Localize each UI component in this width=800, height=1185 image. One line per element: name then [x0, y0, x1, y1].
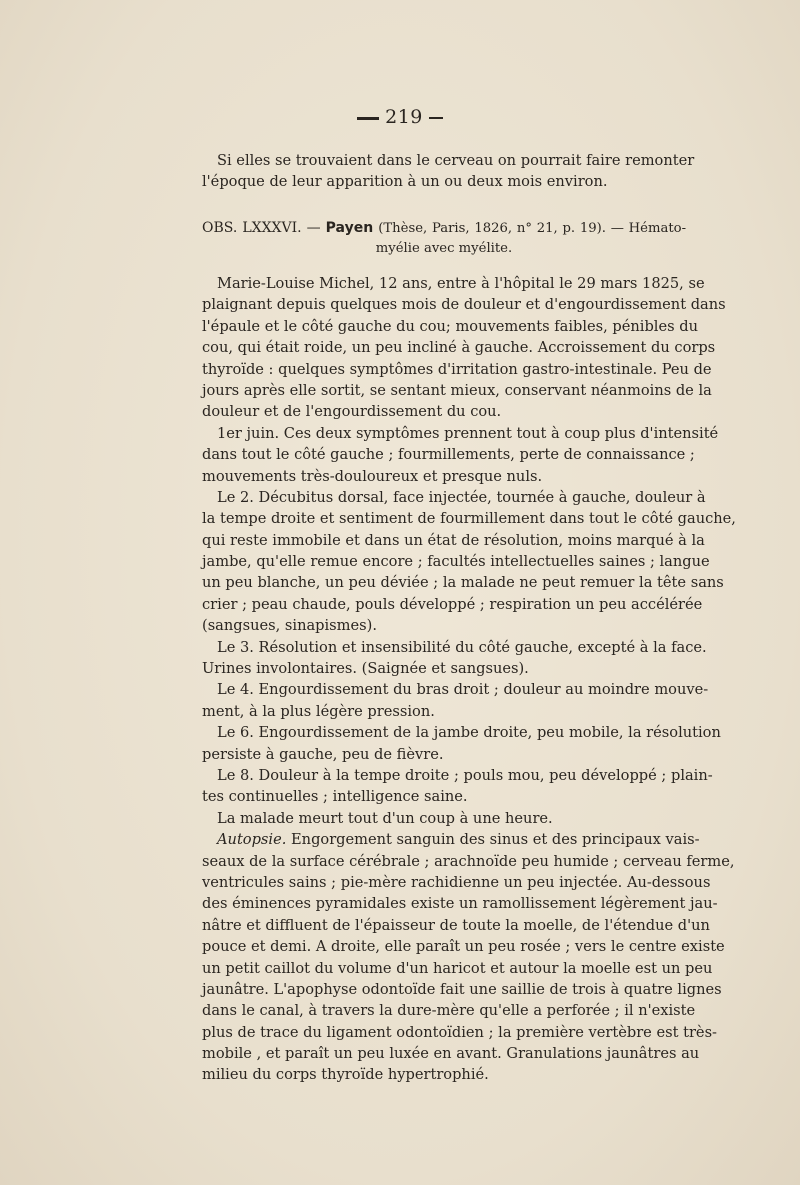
text-line: douleur et de l'engourdissement du cou.: [202, 403, 502, 421]
text-line: jaunâtre. L'apophyse odontoïde fait une saillie de trois à quatre lignes: [202, 980, 722, 998]
text-line: dans le canal, à travers la dure-mère qu'elle a perforée ; il n'existe: [202, 1002, 696, 1020]
text-line: plaignant depuis quelques mois de douleur et d'engourdissement dans: [202, 296, 726, 314]
text-line: Le 2. Décubitus dorsal, face injectée, tournée à gauche, douleur à: [217, 488, 706, 506]
text-line: mouvements très-douloureux et presque nuls.: [202, 467, 543, 485]
text-line: Le 6. Engourdissement de la jambe droite, peu mobile, la résolution: [217, 724, 721, 742]
obs-author: Payen: [325, 220, 374, 236]
text-line: crier ; peau chaude, pouls développé ; respiration un peu accélérée: [202, 595, 703, 613]
text-line: Le 8. Douleur à la tempe droite ; pouls mou, peu développé ; plain-: [217, 766, 713, 784]
page-number: [0, 106, 800, 128]
text-line: 1er juin. Ces deux symptômes prennent tout à coup plus d'intensité: [217, 424, 719, 442]
text-line: des éminences pyramidales existe un ramollissement légèrement jau-: [202, 895, 718, 913]
text-line: la tempe droite et sentiment de fourmillement dans tout le côté gauche,: [202, 510, 736, 528]
text-line: l'époque de leur apparition à un ou deux mois environ.: [202, 173, 608, 191]
text-line: nâtre et diffluent de l'épaisseur de toute la moelle, de l'étendue d'un: [202, 916, 710, 934]
text-line: Urines involontaires. (Saignée et sangsues).: [202, 660, 529, 678]
autopsie-label: Autopsie.: [217, 831, 287, 849]
text-line: cou, qui était roide, un peu incliné à gauche. Accroissement du corps: [202, 339, 716, 357]
folio-dash-left: [357, 117, 379, 120]
text-line: Le 3. Résolution et insensibilité du côté gauche, excepté à la face.: [217, 638, 707, 656]
obs-heading-line: [202, 218, 686, 239]
text-line: thyroïde : quelques symptômes d'irritation gastro-intestinale. Peu de: [202, 360, 712, 378]
text-line: ventricules sains ; pie-mère rachidienne un peu injectée. Au-dessous: [202, 873, 711, 891]
text-line: seaux de la surface cérébrale ; arachnoïde peu humide ; cerveau ferme,: [202, 852, 735, 870]
text-line: l'épaule et le côté gauche du cou; mouvements faibles, pénibles du: [202, 317, 698, 335]
observation-heading: [202, 218, 686, 259]
text-line: pouce et demi. A droite, elle paraît un peu rosée ; vers le centre existe: [202, 938, 725, 956]
obs-reference: (Thèse, Paris, 1826, n° 21, p. 19). — Hémato-: [378, 221, 687, 236]
text-line: un peu blanche, un peu déviée ; la malade ne peut remuer la tête sans: [202, 574, 724, 592]
text-line: dans tout le côté gauche ; fourmillements, perte de connaissance ;: [202, 446, 695, 464]
text-line: mobile , et paraît un peu luxée en avant. Granulations jaunâtres au: [202, 1045, 700, 1063]
page-number-text: 219: [385, 106, 423, 128]
text-line: [202, 829, 700, 850]
case-body: [202, 273, 736, 1086]
text-line: Marie-Louise Michel, 12 ans, entre à l'hôpital le 29 mars 1825, se: [217, 275, 705, 292]
text-line: ment, à la plus légère pression.: [202, 702, 435, 720]
folio-dash-right: [429, 117, 443, 119]
text-line: tes continuelles ; intelligence saine.: [202, 788, 468, 806]
text-line: La malade meurt tout d'un coup à une heure.: [217, 809, 553, 827]
text-line: (sangsues, sinapismes).: [202, 617, 377, 635]
obs-subtitle: myélie avec myélite.: [375, 241, 513, 257]
text-line: Le 4. Engourdissement du bras droit ; douleur au moindre mouve-: [217, 681, 709, 699]
obs-label: OBS. LXXXVI. —: [202, 220, 321, 236]
intro-paragraph: [202, 150, 695, 193]
text-line: un petit caillot du volume d'un haricot et autour la moelle est un peu: [202, 959, 713, 977]
text-line: qui reste immobile et dans un état de résolution, moins marqué à la: [202, 531, 705, 549]
text-line: milieu du corps thyroïde hypertrophié.: [202, 1066, 489, 1084]
text-line: plus de trace du ligament odontoïdien ; la première vertèbre est très-: [202, 1023, 717, 1041]
text-line: persiste à gauche, peu de fièvre.: [202, 745, 444, 763]
text-line: jours après elle sortit, se sentant mieux, conservant néanmoins de la: [202, 381, 712, 399]
text-line: jambe, qu'elle remue encore ; facultés intellectuelles saines ; langue: [202, 553, 710, 571]
autopsie-text: Engorgement sanguin des sinus et des principaux vais-: [291, 831, 700, 849]
text-line: Si elles se trouvaient dans le cerveau on pourrait faire remonter: [217, 152, 695, 169]
